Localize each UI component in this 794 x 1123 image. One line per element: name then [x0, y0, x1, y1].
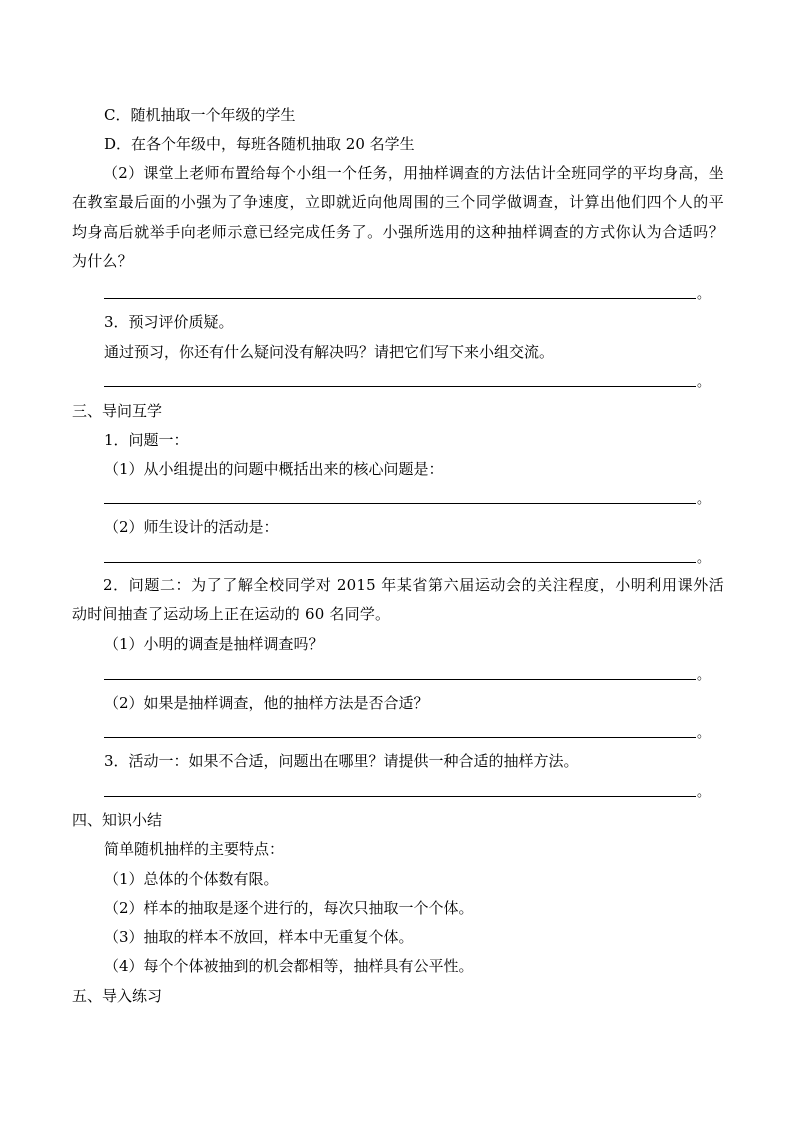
problem-2-question-2: （2）如果是抽样调查，他的抽样方法是否合适？ — [104, 694, 429, 712]
answer-blank-line[interactable] — [104, 737, 696, 738]
answer-blank-line[interactable] — [104, 679, 696, 680]
blank-end-mark: 。 — [697, 668, 711, 683]
blank-end-mark: 。 — [697, 492, 711, 507]
answer-blank-line[interactable] — [104, 298, 696, 299]
answer-blank-line[interactable] — [104, 386, 696, 387]
summary-point-4: （4）每个个体被抽到的机会都相等，抽样具有公平性。 — [104, 957, 474, 975]
blank-end-mark: 。 — [697, 375, 711, 390]
answer-blank-line[interactable] — [104, 562, 696, 563]
problem-1-question-2: （2）师生设计的活动是： — [104, 518, 279, 536]
summary-intro: 简单随机抽样的主要特点： — [104, 840, 285, 858]
problem-2-question-1: （1）小明的调查是抽样调查吗？ — [104, 635, 324, 653]
summary-point-3: （3）抽取的样本不放回，样本中无重复个体。 — [104, 928, 414, 946]
blank-end-mark: 。 — [697, 785, 711, 800]
section-3-title: 三、导问互学 — [72, 402, 163, 420]
problem-2-paragraph: 2．问题二：为了了解全校同学对 2015 年某省第六届运动会的关注程度，小明利用课外活动时间抽查了运动场上正在运动的 60 名同学。 — [72, 576, 724, 624]
problem-1-title: 1．问题一： — [104, 431, 189, 449]
blank-end-mark: 。 — [697, 287, 711, 302]
option-c: C．随机抽取一个年级的学生 — [104, 106, 296, 124]
answer-blank-line[interactable] — [104, 796, 696, 797]
question-2-paragraph: （2）课堂上老师布置给每个小组一个任务，用抽样调查的方法估计全班同学的平均身高，坐在教室最后面的小强为了争速度，立即就近向他周围的三个同学做调查，计算出他们四个人的平均身高后就举手向老师示意已经完成任务了。小强所选用的这种抽样调查的方式你认为合适吗？为什么？ — [72, 164, 724, 270]
summary-point-2: （2）样本的抽取是逐个进行的，每次只抽取一个个体。 — [104, 899, 474, 917]
item-3-text: 通过预习，你还有什么疑问没有解决吗？请把它们写下来小组交流。 — [104, 343, 555, 361]
section-4-title: 四、知识小结 — [72, 811, 163, 829]
answer-blank-line[interactable] — [104, 503, 696, 504]
summary-point-1: （1）总体的个体数有限。 — [104, 870, 279, 888]
item-3-title: 3．预习评价质疑。 — [104, 313, 234, 331]
blank-end-mark: 。 — [697, 726, 711, 741]
section-5-title: 五、导入练习 — [72, 987, 163, 1005]
problem-1-question-1: （1）从小组提出的问题中概括出来的核心问题是： — [104, 460, 444, 478]
blank-end-mark: 。 — [697, 551, 711, 566]
activity-1: 3．活动一：如果不合适，问题出在哪里？请提供一种合适的抽样方法。 — [104, 752, 579, 770]
option-d: D．在各个年级中，每班各随机抽取 20 名学生 — [104, 135, 415, 153]
